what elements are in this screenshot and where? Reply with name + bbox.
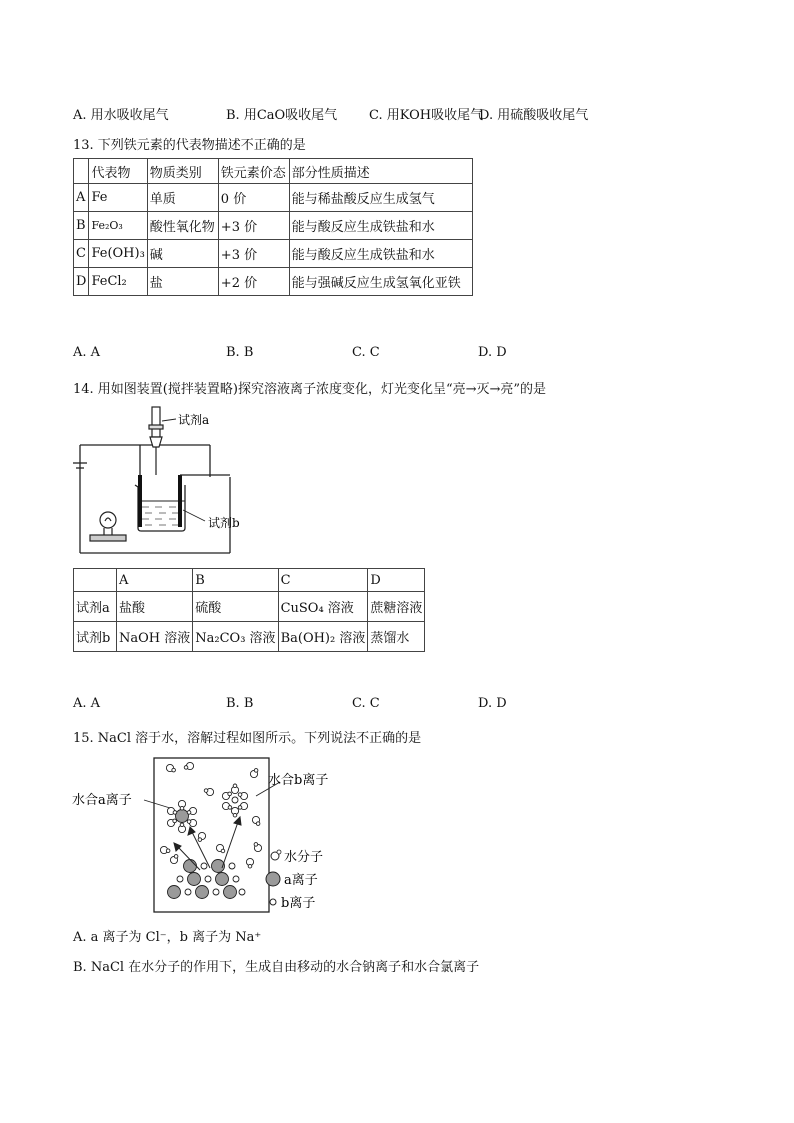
b-ion — [229, 863, 235, 869]
reagent-cell: CuSO₄ 溶液 — [278, 592, 368, 622]
table-header-cell: 部分性质描述 — [289, 159, 472, 184]
reagent-a-label: 试剂a — [178, 413, 210, 427]
table-row — [74, 592, 425, 622]
water-h-atom — [254, 769, 258, 773]
reagent-cell: 蔗糖溶液 — [368, 592, 425, 622]
conductivity-apparatus — [70, 405, 310, 565]
category-cell: 单质 — [147, 184, 218, 212]
water-h-atom — [221, 849, 225, 853]
q14-table — [73, 568, 425, 652]
table-row — [74, 240, 473, 268]
property-cell: 能与酸反应生成铁盐和水 — [289, 240, 472, 268]
table-header-cell: A — [117, 569, 193, 592]
q12-option-c: C. 用KOH吸收尾气 — [369, 108, 484, 123]
table-header-cell: 代表物 — [89, 159, 147, 184]
water-h-atom — [228, 792, 232, 796]
q15-option-a: A. a 离子为 Cl⁻，b 离子为 Na⁺ — [73, 930, 262, 945]
b-ion-icon — [270, 899, 276, 905]
reagent-cell: 硫酸 — [193, 592, 278, 622]
property-cell: 能与酸反应生成铁盐和水 — [289, 212, 472, 240]
b-ion — [232, 797, 238, 803]
reagent-cell: Ba(OH)₂ 溶液 — [278, 622, 368, 652]
a-ion — [216, 873, 229, 886]
a-ion — [168, 886, 181, 899]
legend-water: 水分子 — [284, 850, 324, 865]
property-cell: 能与稀盐酸反应生成氢气 — [289, 184, 472, 212]
water-h-atom — [254, 843, 258, 847]
table-row — [74, 569, 425, 592]
b-ion — [239, 889, 245, 895]
a-ion — [188, 873, 201, 886]
water-h-atom — [204, 789, 208, 793]
table-header-cell — [74, 569, 117, 592]
table-row — [74, 212, 473, 240]
water-h-atom — [184, 766, 188, 770]
row-label: 试剂a — [74, 592, 117, 622]
substance-cell: Fe₂O₃ — [89, 212, 147, 240]
reagent-b-label: 试剂b — [208, 516, 240, 530]
water-h-atom — [238, 806, 242, 810]
water-h-atom — [172, 768, 176, 772]
q14-option-a: A. A — [73, 696, 101, 711]
row-key: D — [74, 268, 89, 296]
hydrated-b-label: 水合b离子 — [268, 773, 329, 788]
water-h-atom — [228, 806, 232, 810]
valence-cell: +3 价 — [218, 240, 289, 268]
valence-cell: 0 价 — [218, 184, 289, 212]
water-h-atom — [166, 849, 170, 853]
q14-option-b: B. B — [226, 696, 254, 711]
water-h-atom — [187, 811, 191, 815]
q13-option-a: A. A — [73, 345, 101, 360]
dropper-icon — [149, 407, 163, 475]
water-h-atom — [187, 820, 191, 824]
b-ion — [185, 889, 191, 895]
a-ion — [196, 886, 209, 899]
reagent-cell: 蒸馏水 — [368, 622, 425, 652]
substance-cell: Fe(OH)₃ — [89, 240, 147, 268]
q13-stem: 13. 下列铁元素的代表物描述不正确的是 — [73, 138, 306, 153]
water-h-atom — [238, 793, 242, 797]
row-key: B — [74, 212, 89, 240]
table-header-cell: 物质类别 — [147, 159, 218, 184]
b-ion — [201, 863, 207, 869]
legend — [266, 849, 323, 911]
b-ion — [177, 876, 183, 882]
q14-option-c: C. C — [352, 696, 380, 711]
table-header-cell — [74, 159, 89, 184]
table-header-cell: D — [368, 569, 425, 592]
q13-options — [73, 345, 533, 363]
table-row — [74, 622, 425, 652]
water-h-atom — [173, 819, 177, 823]
substance-cell: FeCl₂ — [89, 268, 147, 296]
valence-cell: +2 价 — [218, 268, 289, 296]
q12-option-d: D. 用硫酸吸收尾气 — [479, 108, 589, 123]
property-cell: 能与强碱反应生成氢氧化亚铁 — [289, 268, 472, 296]
a-ion — [184, 860, 197, 873]
a-ion — [224, 886, 237, 899]
water-h-atom — [248, 864, 252, 868]
q12-option-b: B. 用CaO吸收尾气 — [226, 108, 338, 123]
reagent-cell: NaOH 溶液 — [117, 622, 193, 652]
valence-cell: +3 价 — [218, 212, 289, 240]
reagent-cell: Na₂CO₃ 溶液 — [193, 622, 278, 652]
water-h-atom — [233, 784, 237, 788]
q13-table — [73, 158, 473, 296]
q14-options — [73, 696, 533, 714]
table-header-cell: B — [193, 569, 278, 592]
legend-b: b离子 — [281, 896, 316, 911]
table-row — [74, 268, 473, 296]
bulb-icon — [90, 512, 126, 541]
a-ion — [176, 810, 189, 823]
category-cell: 酸性氧化物 — [147, 212, 218, 240]
b-ion — [213, 889, 219, 895]
q14-stem: 14. 用如图装置(搅拌装置略)探究溶液离子浓度变化，灯光变化呈“亮→灭→亮”的是 — [73, 382, 547, 397]
category-cell: 盐 — [147, 268, 218, 296]
a-ion-icon — [266, 872, 280, 886]
table-header-cell: 铁元素价态 — [218, 159, 289, 184]
category-cell: 碱 — [147, 240, 218, 268]
water-h-atom — [233, 813, 237, 817]
q13-option-d: D. D — [478, 345, 507, 360]
q13-option-b: B. B — [226, 345, 254, 360]
water-h-atom — [180, 823, 184, 827]
b-ion — [233, 876, 239, 882]
hydrated-a-label: 水合a离子 — [72, 793, 132, 808]
b-ion — [205, 876, 211, 882]
row-key: A — [74, 184, 89, 212]
q12-options — [73, 104, 633, 122]
q13-option-c: C. C — [352, 345, 380, 360]
water-h-atom — [174, 855, 178, 859]
q15-option-b: B. NaCl 在水分子的作用下，生成自由移动的水合钠离子和水合氯离子 — [73, 960, 480, 975]
dissolution-diagram — [70, 752, 370, 917]
table-row — [74, 184, 473, 212]
q15-stem: 15. NaCl 溶于水，溶解过程如图所示。下列说法不正确的是 — [73, 731, 422, 746]
legend-a: a离子 — [284, 873, 318, 888]
q14-option-d: D. D — [478, 696, 507, 711]
row-label: 试剂b — [74, 622, 117, 652]
water-h-atom — [180, 806, 184, 810]
reagent-cell: 盐酸 — [117, 592, 193, 622]
row-key: C — [74, 240, 89, 268]
substance-cell: Fe — [89, 184, 147, 212]
q12-option-a: A. 用水吸收尾气 — [73, 108, 169, 123]
water-h-atom — [173, 811, 177, 815]
water-h-atom — [198, 838, 202, 842]
table-header-cell: C — [278, 569, 368, 592]
table-row — [74, 159, 473, 184]
water-h-atom — [256, 822, 260, 826]
